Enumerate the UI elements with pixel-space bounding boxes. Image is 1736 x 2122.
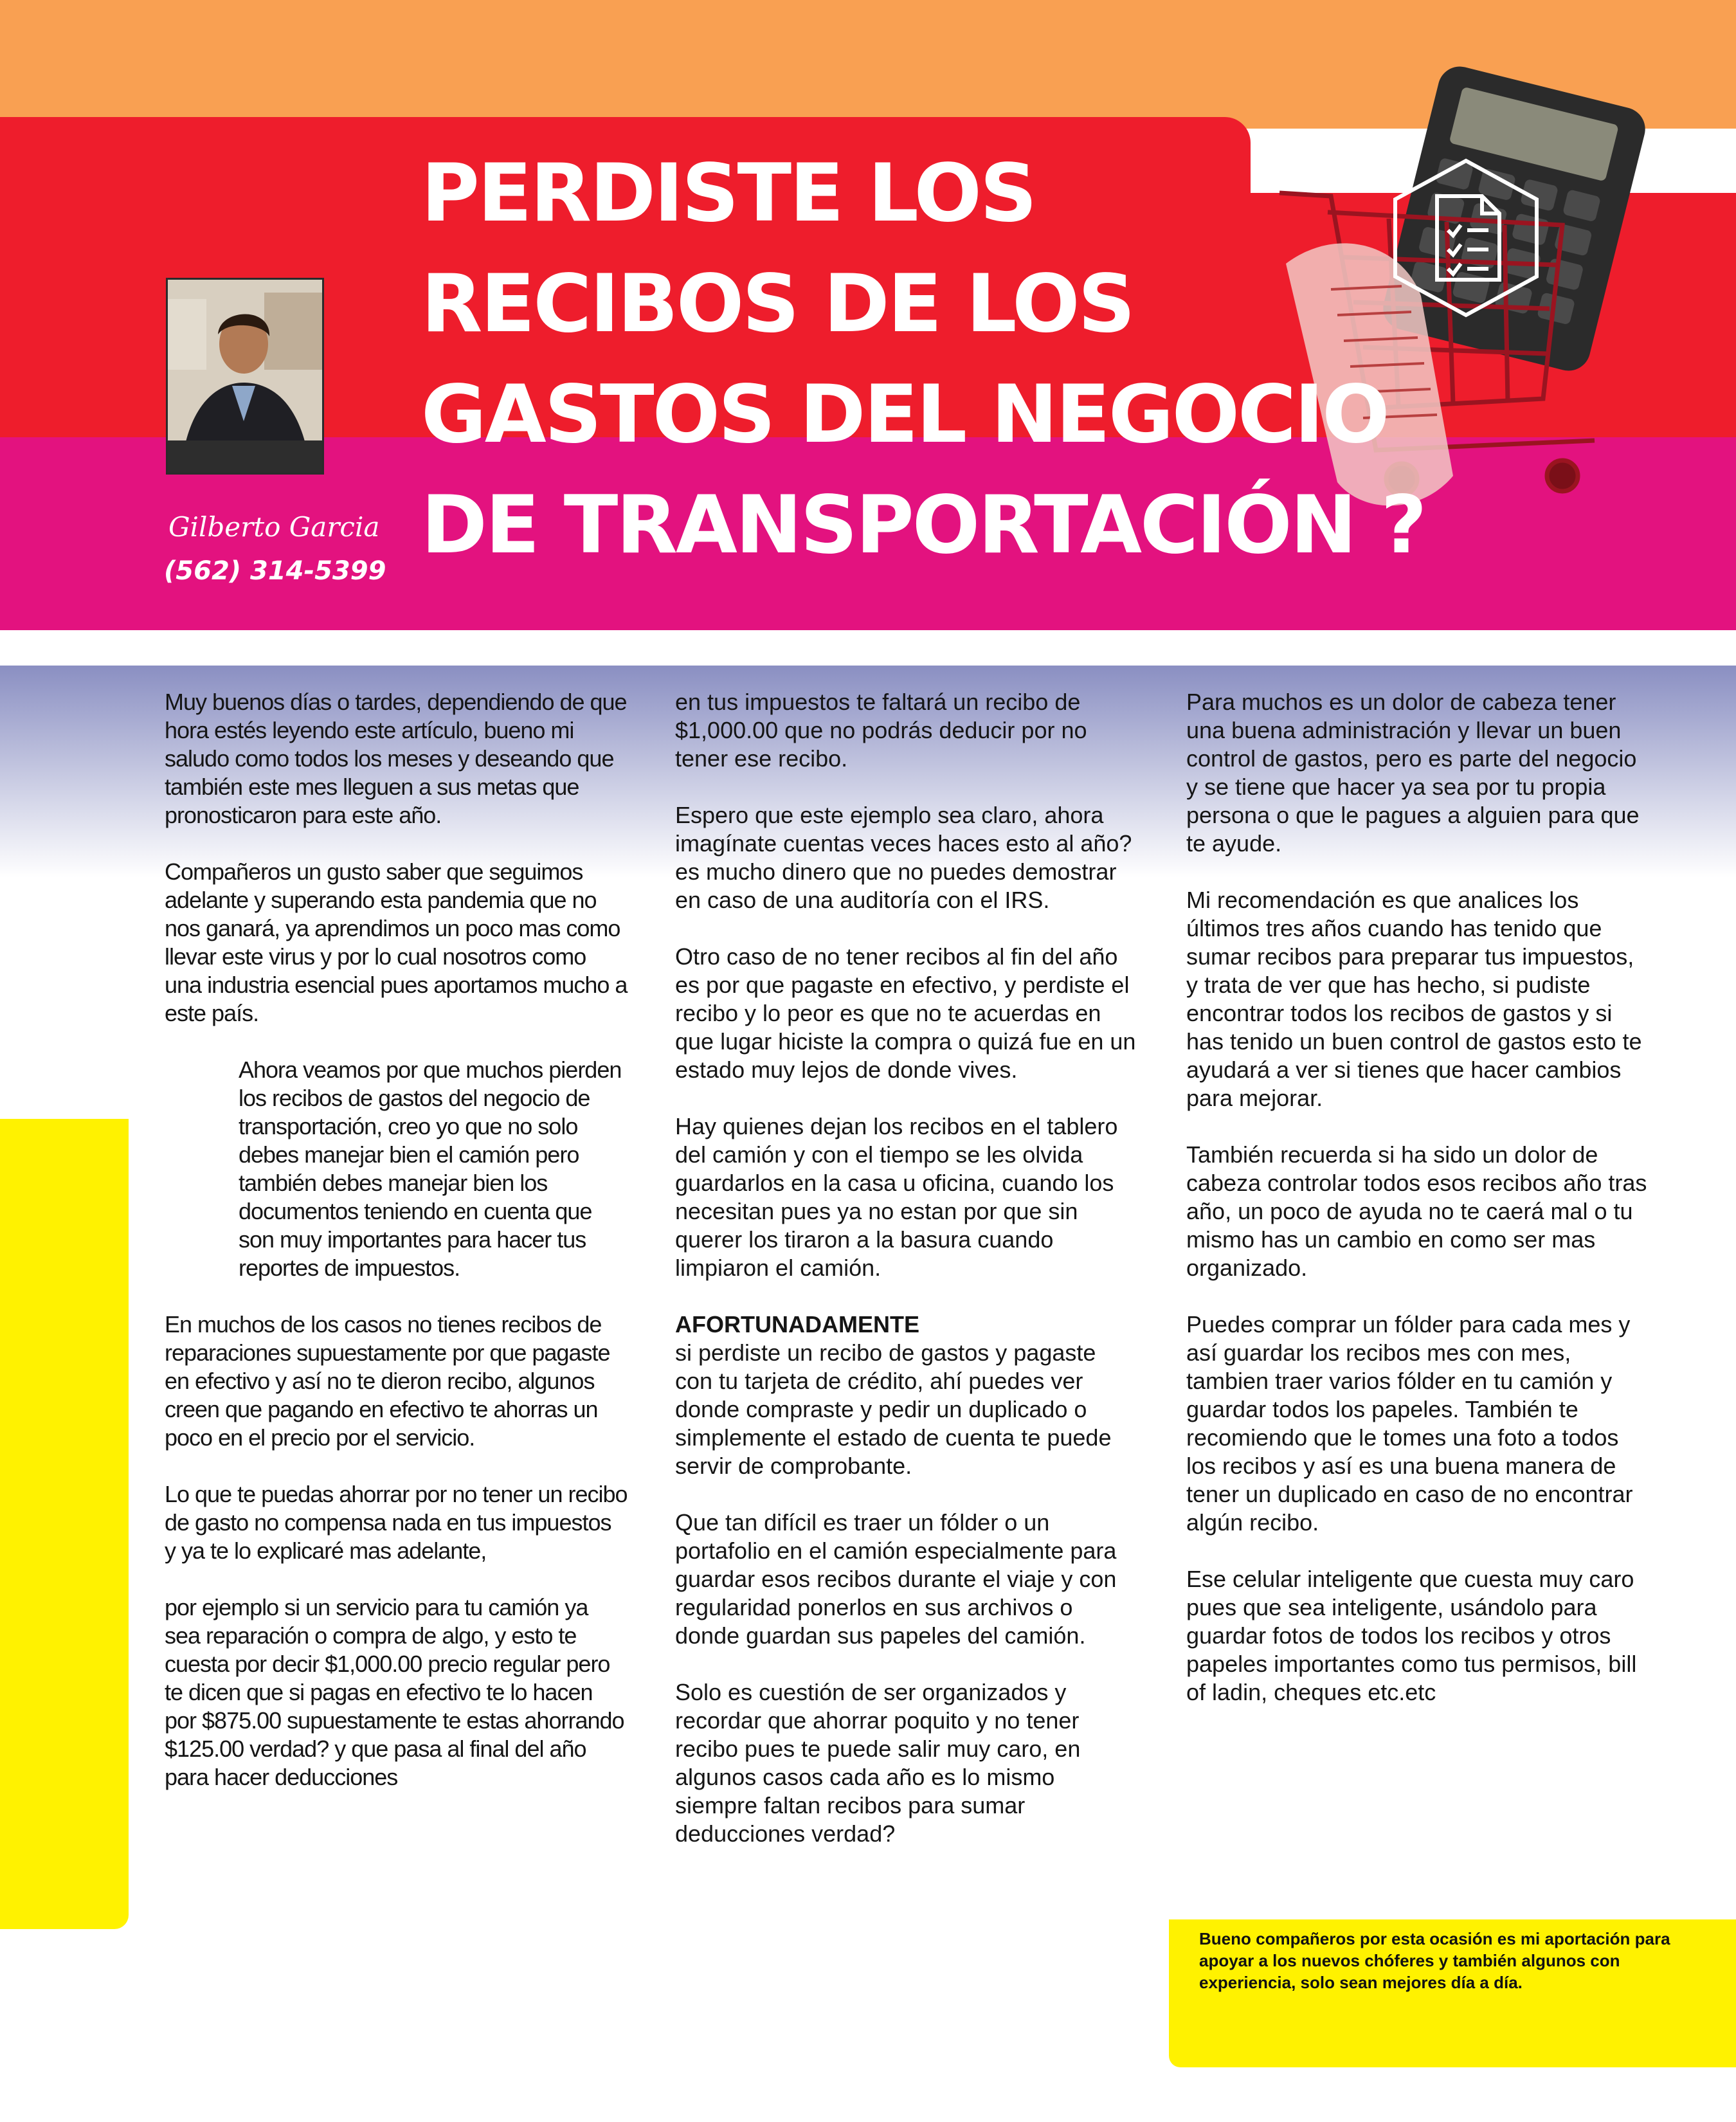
paragraph: En muchos de los casos no tienes recibos de reparaciones supuestamente por que pagaste en efectivo y así no te dieron recibo, algunos creen que pagando en efectivo te ahorras un poco en el precio por el servicio. <box>165 1311 610 1451</box>
article-column-3 <box>1186 688 1649 1735</box>
paragraph: Para muchos es un dolor de cabeza tener una buena administración y llevar un buen control de gastos, pero es parte del negocio y se tiene que hacer ya sea por tu propia persona o que le pagues a alguien para que te ayude. <box>1186 689 1640 857</box>
paragraph: Otro caso de no tener recibos al fin del año es por que pagaste en efectivo, y perdiste el recibo y lo peor es que no te acuerdas en que lugar hiciste la compra o quizá fue en un estado muy lejos de donde vives. <box>675 943 1136 1083</box>
paragraph: Hay quienes dejan los recibos en el tablero del camión y con el tiempo se les olvida guardarlos en la casa u oficina, cuando los necesitan pues ya no estan por que sin querer los tiraron a la basura cuando limpiaron el camión. <box>675 1113 1118 1281</box>
paragraph: Ese celular inteligente que cuesta muy caro pues que sea inteligente, usándolo para guardar fotos de todos los recibos y otros papeles importantes como tus permisos, bill of ladin, cheques etc.etc <box>1186 1566 1637 1705</box>
paragraph: Puedes comprar un fólder para cada mes y así guardar los recibos mes con mes, tambien traer varios fólder en tu camión y guardar todos los papeles. También te recomiendo que le tomes una foto a todos los recibos y así es una buena manera de tener un duplicado en caso de no encontrar algún recibo. <box>1186 1311 1633 1536</box>
paragraph: También recuerda si ha sido un dolor de cabeza controlar todos esos recibos año tras año, un poco de ayuda no te caerá mal o tu mismo has un cambio en como ser mas organizado. <box>1186 1141 1647 1281</box>
closing-note: Bueno compañeros por esta ocasión es mi aportación para apoyar a los nuevos chóferes y también algunos con experiencia, solo sean mejores día a día. <box>1199 1929 1670 1992</box>
paragraph: Mi recomendación es que analices los últimos tres años cuando has tenido que sumar recibos para preparar tus impuestos, y trata de ver que has hecho, si pudiste encontrar todos los recibos de gastos y si has tenido un buen control de gastos esto te ayudará a ver si tienes que hacer cambios para mejorar. <box>1186 887 1642 1111</box>
paragraph: en tus impuestos te faltará un recibo de $1,000.00 que no podrás deducir por no tener ese recibo. <box>675 689 1087 772</box>
headline <box>421 138 1425 581</box>
author-name: Gilberto Garcia <box>168 511 380 543</box>
paragraph: Espero que este ejemplo sea claro, ahora imagínate cuentas veces haces esto al año? es mucho dinero que no puedes demostrar en caso de una auditoría con el IRS. <box>675 802 1132 913</box>
paragraph: Ahora veamos por que muchos pierden los recibos de gastos del negocio de transportación, creo yo que no solo debes manejar bien el camión pero también debes manejar bien los documentos teniendo en cuenta que son muy importantes para hacer tus reportes de impuestos. <box>239 1056 622 1281</box>
article-column-2 <box>675 688 1138 1876</box>
headline-line-3: GASTOS DEL NEGOCIO <box>421 368 1388 461</box>
subheading: AFORTUNADAMENTE <box>675 1311 919 1338</box>
headline-line-4: DE TRANSPORTACIÓN ? <box>421 479 1425 572</box>
author-photo <box>166 278 324 475</box>
headline-line-2: RECIBOS DE LOS <box>421 258 1134 350</box>
paragraph: Que tan difícil es traer un fólder o un portafolio en el camión especialmente para guardar esos recibos durante el viaje y con regularidad ponerlos en sus archivos o donde guardan sus papeles del camión. <box>675 1509 1117 1649</box>
paragraph: si perdiste un recibo de gastos y pagaste con tu tarjeta de crédito, ahí puedes ver donde compraste y pedir un duplicado o simplemente el estado de cuenta te puede servir de comprobante. <box>675 1339 1112 1479</box>
author-phone: (562) 314-5399 <box>164 556 386 586</box>
article-column-1 <box>165 688 628 1820</box>
paragraph: Lo que te puedas ahorrar por no tener un recibo de gasto no compensa nada en tus impuestos y ya te lo explicaré mas adelante, <box>165 1481 628 1564</box>
yellow-side-bar <box>0 1119 129 1929</box>
paragraph: Compañeros un gusto saber que seguimos adelante y superando esta pandemia que no nos ganará, ya aprendimos un poco mas como llevar este virus y por lo cual nosotros como una industria esencial pues aportamos mucho a este país. <box>165 858 628 1026</box>
paragraph: por ejemplo si un servicio para tu camión ya sea reparación o compra de algo, y esto te cuesta por decir $1,000.00 precio regular pero te dicen que si pagas en efectivo te lo hacen por $875.00 supuestamente te estas ahorrando $125.00 verdad? y que pasa al final del año para hacer deducciones <box>165 1594 624 1790</box>
paragraph: Muy buenos días o tardes, dependiendo de que hora estés leyendo este artículo, bueno mi saludo como todos los meses y deseando que también este mes lleguen a sus metas que pronosticaron para este año. <box>165 689 627 828</box>
paragraph: Solo es cuestión de ser organizados y recordar que ahorrar poquito y no tener recibo pues te puede salir muy caro, en algunos casos cada año es lo mismo siempre faltan recibos para sumar deducciones verdad? <box>675 1679 1081 1847</box>
headline-line-1: PERDISTE LOS <box>421 147 1036 240</box>
